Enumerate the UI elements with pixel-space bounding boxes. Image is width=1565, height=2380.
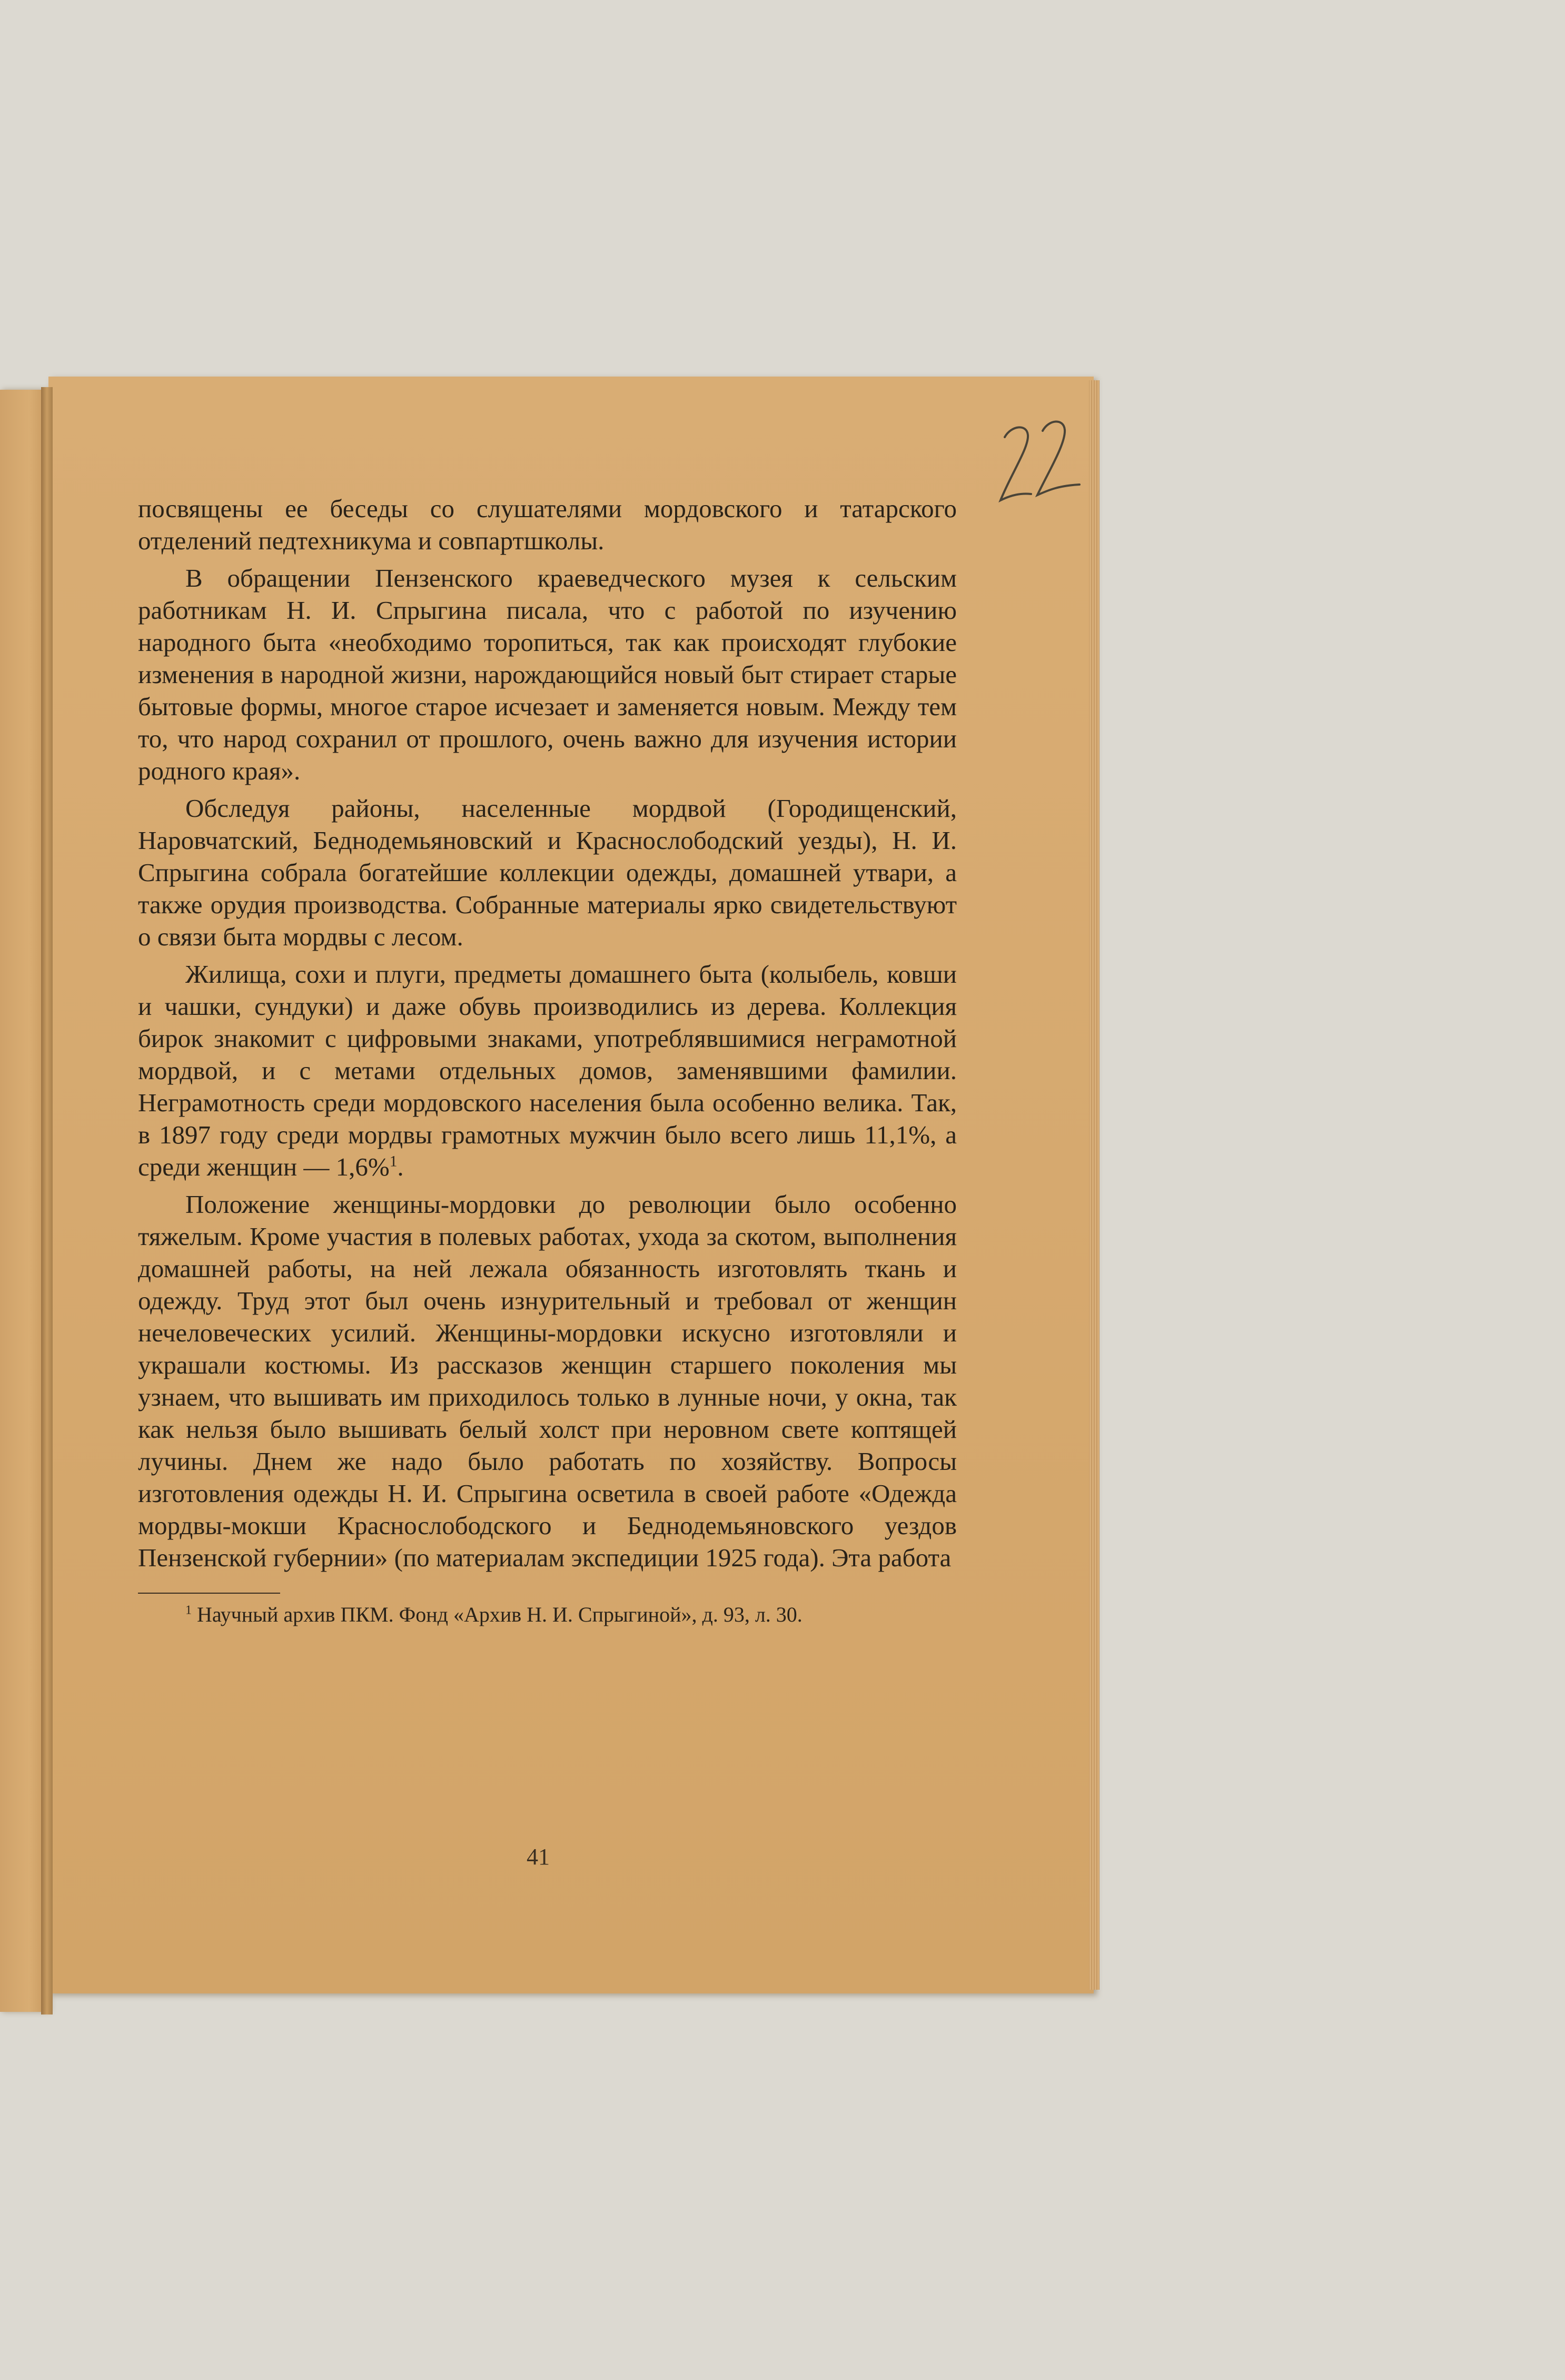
footnote-marker: 1 bbox=[185, 1603, 192, 1617]
paragraph-5: Положение женщины-мордовки до революции было особенно тяжелым. Кроме участия в полевых работах, ухода за скотом, выполнения домашней работы, на ней лежала обязанность изготовлять ткань и одежду. Труд этот был очень изнурительный и требовал от женщин нечеловеческих усилий. Женщины-мордовки искусно изготовляли и украшали костюмы. Из рассказов женщин старшего поколения мы узнаем, что вышивать им приходилось только в лунные ночи, у окна, так как нельзя было вышивать белый холст при неровном свете коптящей лучины. Днем же надо было работать по хозяйству. Вопросы изготовления одежды Н. И. Спрыгина осветила в своей работе «Одежда мордвы-мокши Краснослободского и Беднодемьяновского уездов Пензенской губернии» (по материалам экспедиции 1925 года). Эта работа bbox=[138, 1190, 957, 1572]
footnote-reference: 1 bbox=[389, 1153, 398, 1170]
footnote bbox=[138, 1601, 957, 1628]
page-stack-edge bbox=[1089, 380, 1100, 1990]
body-text bbox=[138, 492, 957, 1628]
footnote-text: Научный архив ПКМ. Фонд «Архив Н. И. Спрыгиной», д. 93, л. 30. bbox=[197, 1603, 803, 1626]
footnote-divider bbox=[138, 1593, 280, 1594]
page-number: 41 bbox=[527, 1844, 550, 1870]
paragraph-4-text: Жилища, сохи и плуги, предметы домашнего быта (колыбель, ковши и чашки, сундуки) и даже обувь производились из дерева. Коллекция бирок знакомит с цифровыми знаками, употреблявшимися неграмотной мордвой, и с метами отдельных домов, заменявшими фамилии. Неграмотность среди мордовского населения была особенно велика. Так, в 1897 году среди мордвы грамотных мужчин было всего лишь 11,1%, а среди женщин — 1,6% bbox=[138, 960, 957, 1181]
paragraph-2: В обращении Пензенского краеведческого музея к сельским работникам Н. И. Спрыгина писала, что с работой по изучению народного быта «необходимо торопиться, так как происходят глубокие изменения в народной жизни, нарождающийся новый быт стирает старые бытовые формы, многое старое исчезает и заменяется новым. Между тем то, что народ сохранил от прошлого, очень важно для изучения истории родного края». bbox=[138, 564, 957, 785]
handwritten-folio-number bbox=[990, 416, 1085, 516]
paragraph-4 bbox=[138, 958, 957, 1183]
paragraph-3: Обследуя районы, населенные мордвой (Городищенский, Наровчатский, Беднодемьяновский и Краснослободский уезды), Н. И. Спрыгина собрала богатейшие коллекции одежды, домашней утвари, а также орудия производства. Собранные материалы ярко свидетельствуют о связи быта мордвы с лесом. bbox=[138, 794, 957, 951]
paragraph-1: посвящены ее беседы со слушателями мордовского и татарского отделений педтехникума и совпартшколы. bbox=[138, 494, 957, 555]
book-gutter bbox=[41, 387, 53, 2014]
paragraph-4-tail: . bbox=[397, 1152, 404, 1181]
